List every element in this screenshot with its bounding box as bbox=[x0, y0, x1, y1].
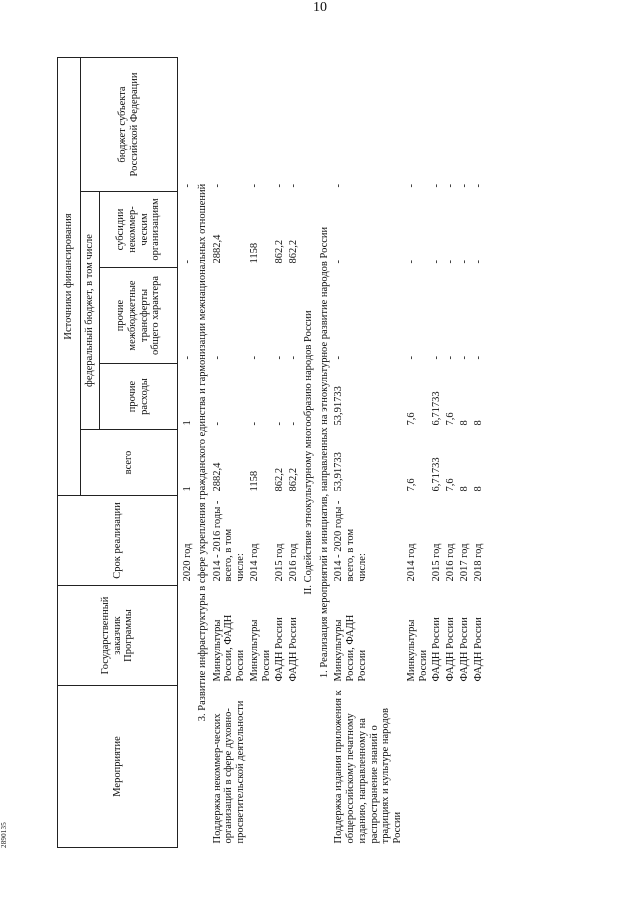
table-row: ФАДН России 2016 год 7,6 7,6 - - - bbox=[445, 184, 456, 682]
section-heading-row bbox=[301, 57, 317, 847]
table-row: ФАДН России 2017 год 8 8 - - - bbox=[458, 184, 470, 682]
header-subsidies: субсидии некоммер-ческим организациям bbox=[100, 192, 178, 268]
section-ii-title: II. Содействие этнокультурному многообразию народов России bbox=[302, 310, 314, 595]
table-row: ФАДН России 2015 год 862,2 - - 862,2 - bbox=[274, 184, 286, 682]
page-number: 10 bbox=[313, 0, 327, 15]
section-3-title: 3. Развитие инфраструктуры в сфере укрепления гражданского единства и гармонизации межнациональных отношений bbox=[196, 183, 208, 722]
rotated-table-container bbox=[57, 58, 612, 848]
section-1-title: 1. Реализация мероприятий и инициатив, направленных на этнокультурное развитие народов России bbox=[318, 226, 330, 679]
header-regional: бюджет субъекта Российской Федерации bbox=[81, 57, 178, 191]
header-measure: Мероприятие bbox=[58, 686, 178, 848]
header-transfers: прочие межбюджетные трансферты общего характера bbox=[100, 268, 178, 364]
table-row: ФАДН России 2018 год 8 8 - - - bbox=[472, 184, 484, 682]
table-row: Поддержка некоммер-ческих организаций в сфере духовно-просветительской деятельности Минкультуры России, ФАДН России 2014 - 2016 годы - всего, в том числе: 2882,4 - - 2882,4 - bbox=[211, 184, 246, 844]
header-customer: Государственный заказчик Программы bbox=[58, 586, 178, 686]
header-period: Срок реализации bbox=[58, 496, 178, 586]
header-other-expenses: прочие расходы bbox=[100, 364, 178, 430]
section-heading-row bbox=[195, 57, 211, 847]
financing-table bbox=[57, 57, 485, 848]
table-row: 2020 год 1 1 - - - bbox=[182, 184, 193, 582]
table-row: Поддержка издания приложения к общероссийскому печатному изданию, направленному на распространение знаний о традициях и культуре народов России Минкультуры России, ФАДН России 2014 - 2020 годы - всего, в том числе: 53,91733 53,91733 - - - bbox=[333, 184, 403, 844]
header-total: всего bbox=[81, 430, 178, 496]
header-sources: Источники финансирования bbox=[58, 57, 81, 495]
table-row: Минкультуры России 2014 год 1158 - - 1158 - bbox=[248, 184, 272, 682]
table-row: Минкультуры России 2014 год 7,6 7,6 - - - bbox=[405, 184, 429, 682]
document-code: 2890135 bbox=[0, 822, 8, 848]
section-heading-row bbox=[317, 57, 333, 847]
header-federal: федеральный бюджет, в том числе bbox=[81, 192, 100, 430]
table-row: ФАДН России 2015 год 6,71733 6,71733 - - - bbox=[431, 184, 443, 682]
table-row: ФАДН России 2016 год 862,2 - - 862,2 - bbox=[288, 184, 299, 682]
